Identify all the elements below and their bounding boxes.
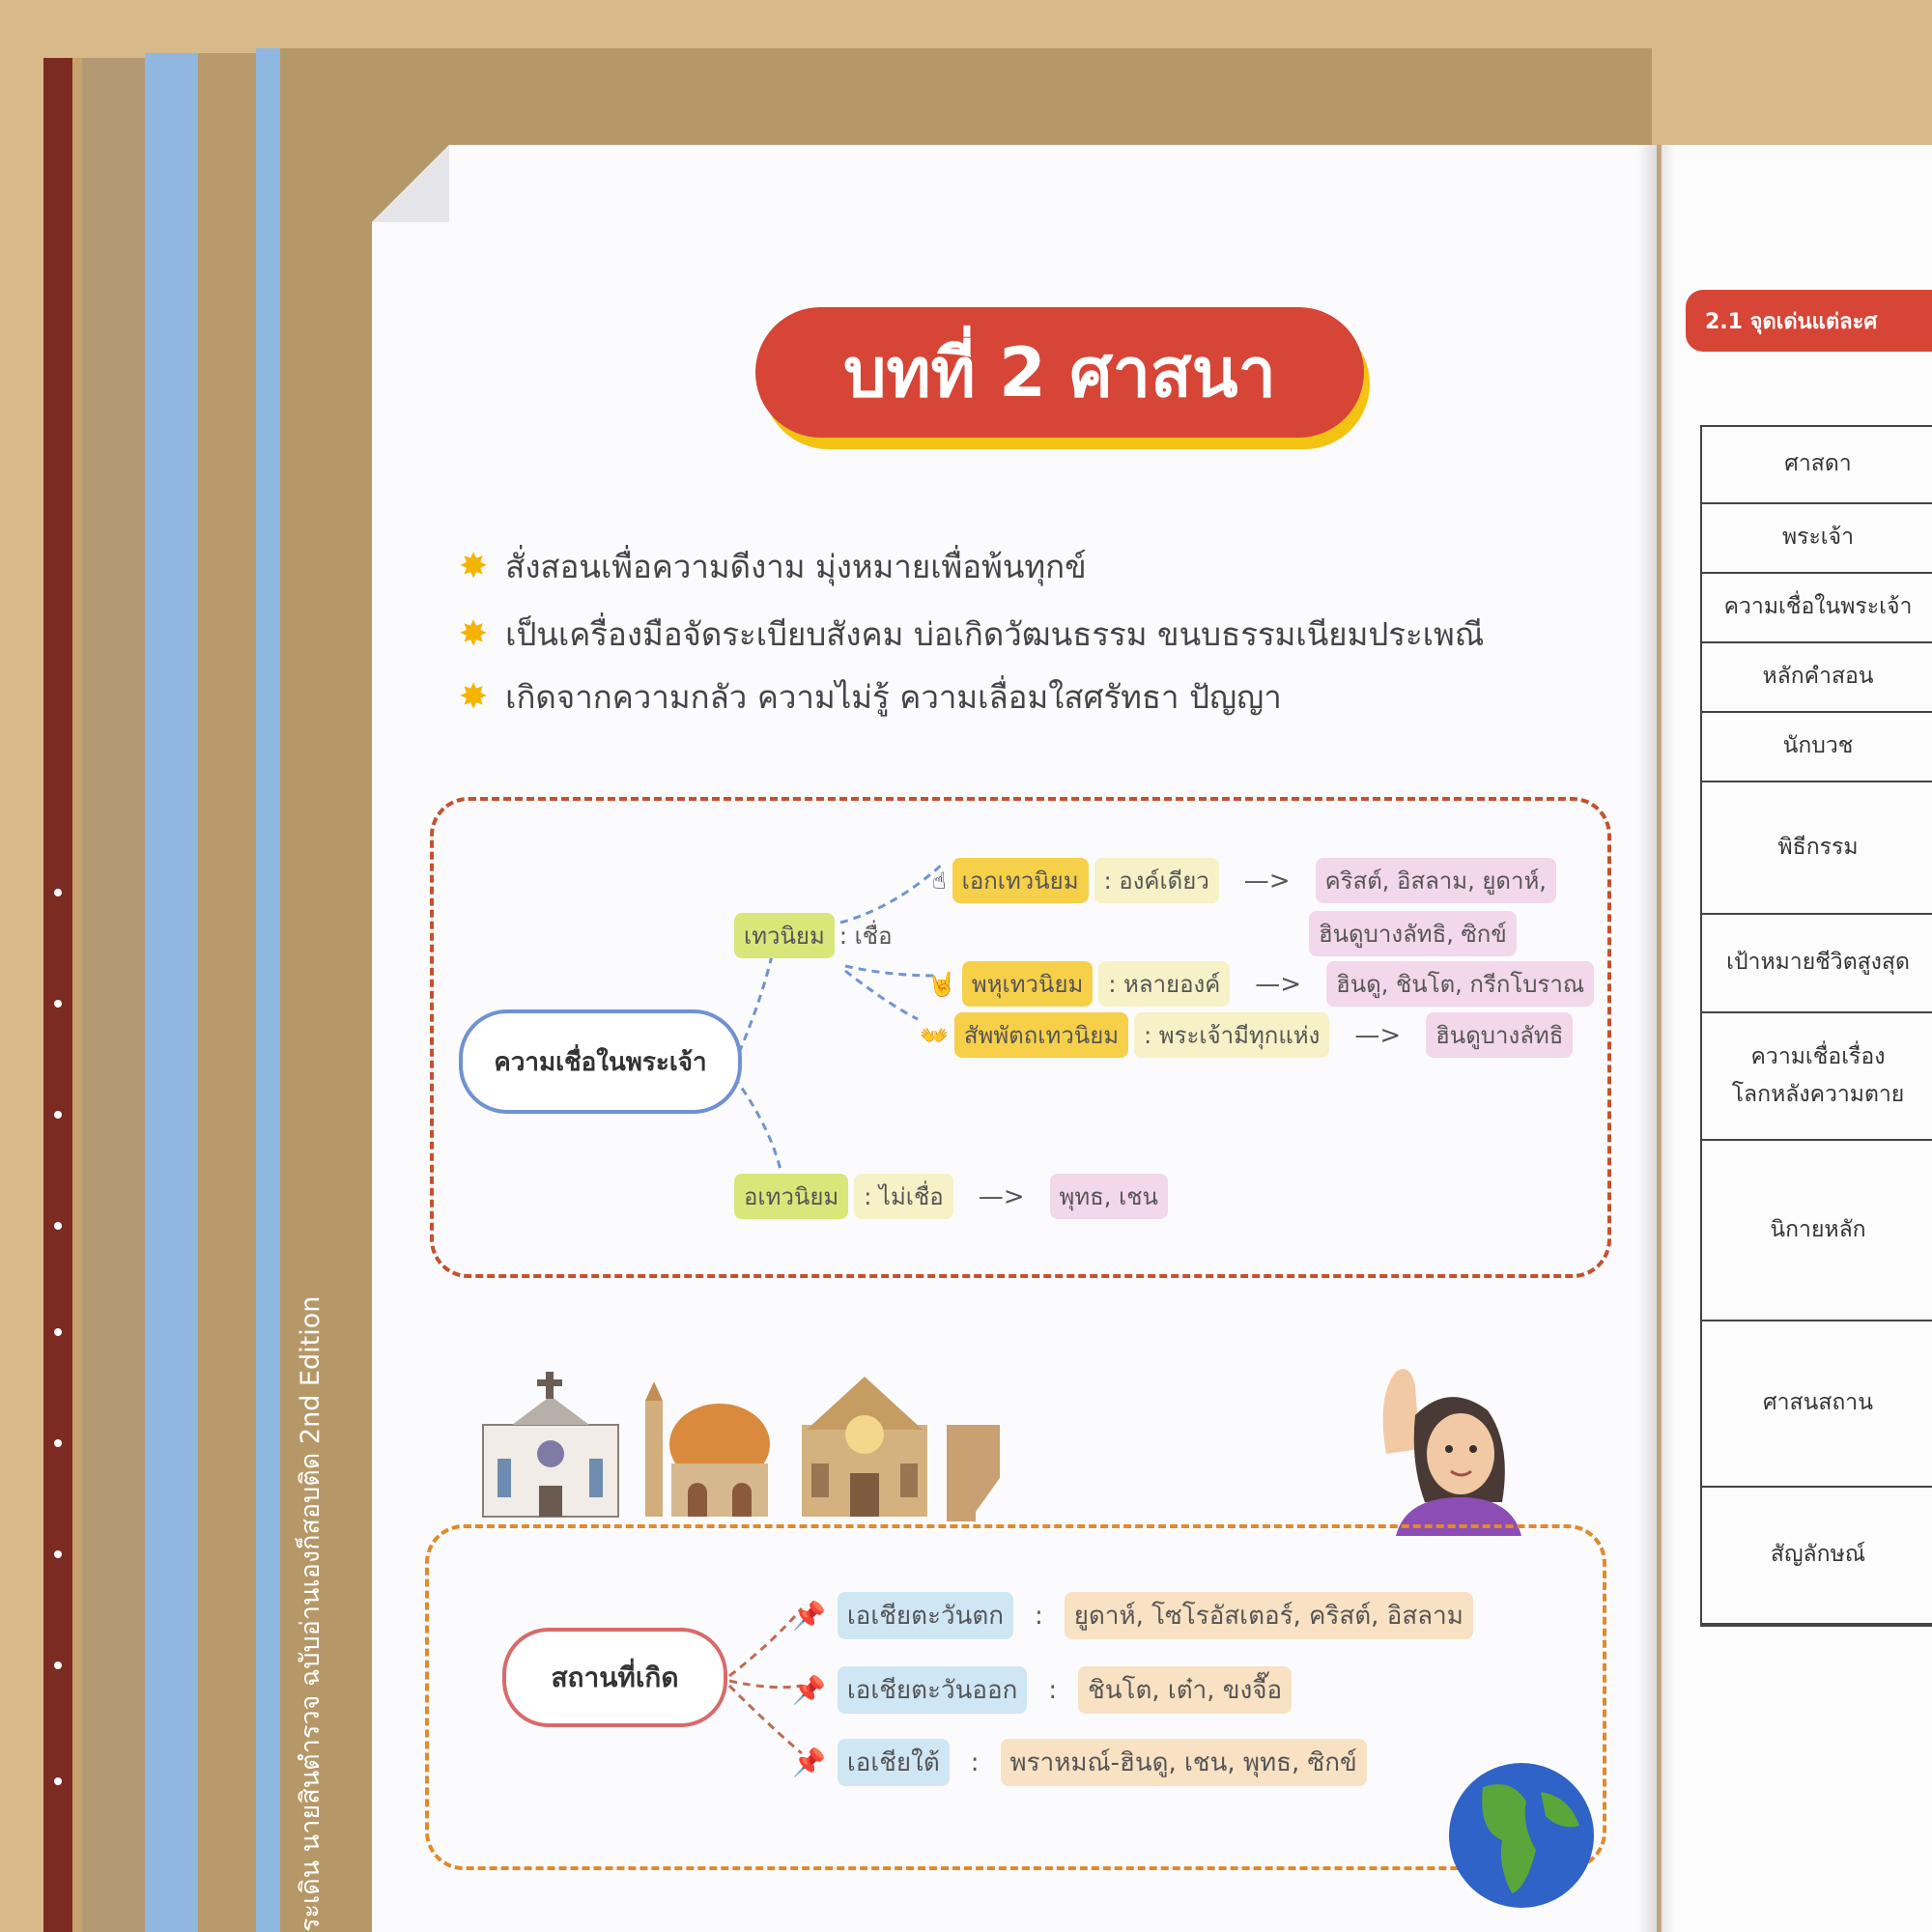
poly-node xyxy=(927,961,1594,1007)
rock-hand-icon: 🤘 xyxy=(927,970,956,998)
mono-label: เอกเทวนิยม xyxy=(952,858,1089,903)
mosque-icon xyxy=(645,1381,770,1517)
atheism-desc: : ไม่เชื่อ xyxy=(854,1174,953,1219)
globe-icon xyxy=(1444,1758,1599,1913)
bullet-text: เป็นเครื่องมือจัดระเบียบสังคม บ่อเกิดวัฒนธรรม ขนบธรรมเนียมประเพณี xyxy=(505,615,1485,653)
mono-node-2 xyxy=(1309,911,1517,956)
west-asia-node xyxy=(792,1592,1473,1639)
religious-buildings-illustration xyxy=(473,1372,937,1526)
south-asia-label: เอเชียใต้ xyxy=(838,1739,950,1786)
table-row: พิธีกรรม xyxy=(1702,782,1932,915)
decor xyxy=(947,1425,1000,1521)
south-asia-religions: พราหมณ์-ฮินดู, เชน, พุทธ, ซิกข์ xyxy=(1001,1739,1367,1786)
east-asia-religions: ชินโต, เต๋า, ขงจื๊อ xyxy=(1078,1666,1292,1714)
east-asia-node xyxy=(792,1666,1292,1714)
table-row: พระเจ้า xyxy=(1702,504,1932,574)
mono-desc: : องค์เดียว xyxy=(1094,858,1219,903)
arrow: —> xyxy=(978,1181,1025,1211)
colon: : xyxy=(970,1747,980,1777)
bullet-text: เกิดจากความกลัว ความไม่รู้ ความเลื่อมใสศรัทธา ปัญญา xyxy=(505,678,1282,716)
star-icon: ✸ xyxy=(459,614,489,654)
west-asia-label: เอเชียตะวันตก xyxy=(838,1592,1013,1639)
pan-node xyxy=(920,1012,1573,1058)
poly-label: พหุเทวนิยม xyxy=(962,961,1093,1007)
pan-desc: : พระเจ้ามีทุกแห่ง xyxy=(1134,1012,1329,1058)
table-row: หลักคำสอน xyxy=(1702,643,1932,713)
atheism-examples: พุทธ, เชน xyxy=(1050,1174,1168,1219)
open-hands-icon: 👐 xyxy=(920,1021,949,1049)
mono-examples: คริสต์, อิสลาม, ยูดาห์, xyxy=(1316,858,1556,903)
pushpin-icon: 📌 xyxy=(792,1747,826,1778)
arrow: —> xyxy=(1255,969,1302,999)
star-icon: ✸ xyxy=(459,547,489,586)
table-row: นักบวช xyxy=(1702,713,1932,782)
synagogue-icon xyxy=(802,1377,927,1517)
table-row: ศาสดา xyxy=(1702,427,1932,504)
person-raising-hand-illustration xyxy=(1367,1357,1531,1536)
spine-text: ระเดิน นายสินตำรวจ ฉบับอ่านเองก็สอบติด 2nd Edition xyxy=(296,1295,326,1932)
west-asia-religions: ยูดาห์, โซโรอัสเตอร์, คริสต์, อิสลาม xyxy=(1065,1592,1473,1639)
belief-center-cloud: ความเชื่อในพระเจ้า xyxy=(459,1009,742,1114)
table-row: เป้าหมายชีวิตสูงสุด xyxy=(1702,915,1932,1013)
south-asia-node xyxy=(792,1739,1367,1786)
poly-desc: : หลายองค์ xyxy=(1098,961,1230,1007)
table-row: ความเชื่อในพระเจ้า xyxy=(1702,574,1932,643)
pan-label: สัพพัตถเทวนิยม xyxy=(954,1012,1128,1058)
theism-desc: : เชื่อ xyxy=(838,923,893,950)
pushpin-icon: 📌 xyxy=(792,1600,826,1632)
pointing-hand-icon: ☝ xyxy=(932,867,947,895)
table-row: ความเชื่อเรื่อง โลกหลังความตาย xyxy=(1702,1013,1932,1141)
right-page-section-tab: 2.1 จุดเด่นแต่ละศ xyxy=(1686,290,1932,352)
origin-center-cloud: สถานที่เกิด xyxy=(502,1628,727,1727)
pushpin-icon: 📌 xyxy=(792,1674,826,1706)
table-row: สัญลักษณ์ xyxy=(1702,1488,1932,1625)
table-row: ศาสนสถาน xyxy=(1702,1321,1932,1488)
mono-node xyxy=(932,858,1556,903)
star-icon: ✸ xyxy=(459,677,489,717)
pan-examples: ฮินดูบางลัทธิ xyxy=(1426,1012,1573,1058)
theism-node xyxy=(734,913,893,958)
bullet-text: สั่งสอนเพื่อความดีงาม มุ่งหมายเพื่อพ้นทุกข์ xyxy=(505,548,1087,585)
church-icon xyxy=(483,1372,618,1517)
table-row: นิกายหลัก xyxy=(1702,1141,1932,1321)
right-page-table xyxy=(1700,425,1932,1627)
atheism-node xyxy=(734,1174,1168,1219)
chapter-title: บทที่ 2 ศาสนา xyxy=(755,307,1364,438)
east-asia-label: เอเชียตะวันออก xyxy=(838,1666,1027,1714)
atheism-label: อเทวนิยม xyxy=(734,1174,848,1219)
arrow: —> xyxy=(1354,1020,1402,1050)
arrow: —> xyxy=(1243,866,1291,895)
colon: : xyxy=(1035,1601,1043,1631)
colon: : xyxy=(1048,1675,1058,1705)
poly-examples: ฮินดู, ชินโต, กรีกโบราณ xyxy=(1326,961,1594,1007)
mono-examples-2: ฮินดูบางลัทธิ, ซิกข์ xyxy=(1309,911,1517,956)
theism-label: เทวนิยม xyxy=(734,913,835,958)
